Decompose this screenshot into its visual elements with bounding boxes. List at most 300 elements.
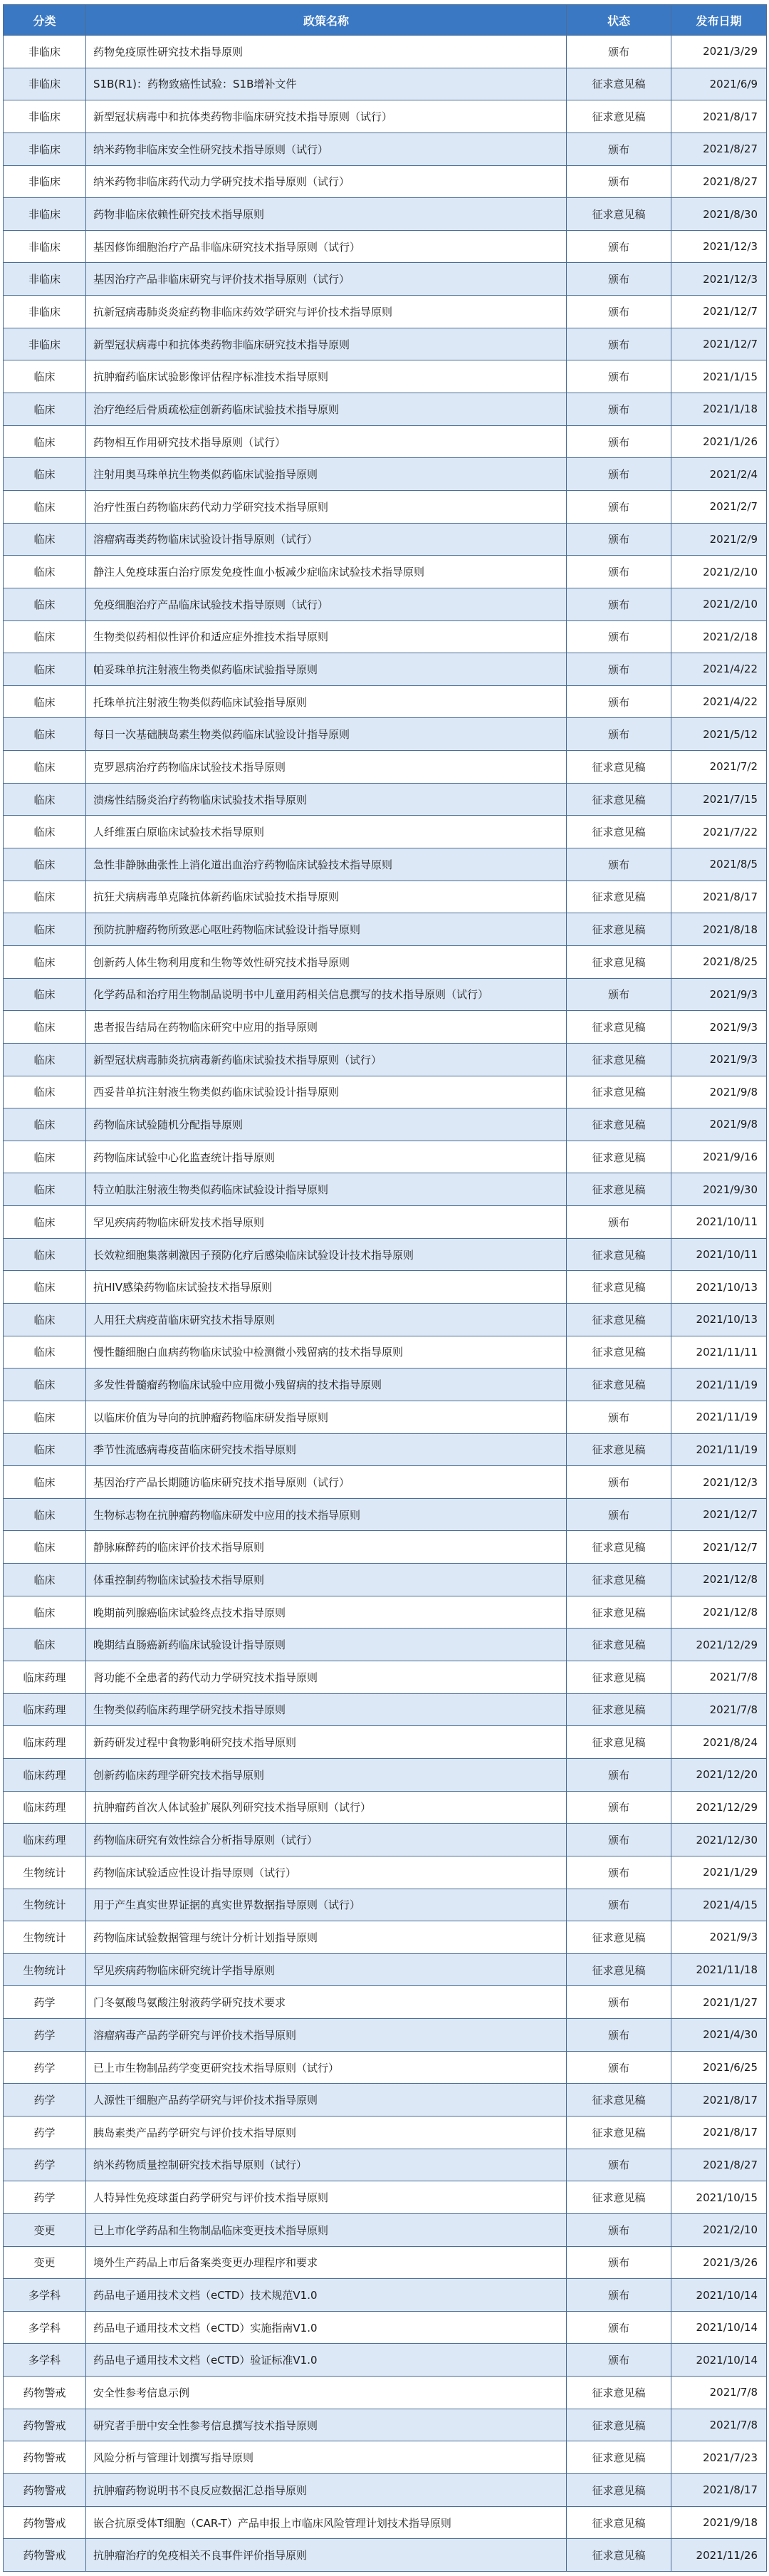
row-date: 2021/7/15 bbox=[671, 783, 767, 816]
row-status: 征求意见稿 bbox=[567, 1173, 671, 1206]
table-row bbox=[4, 360, 767, 393]
row-date: 2021/10/11 bbox=[671, 1206, 767, 1239]
row-status: 颁布 bbox=[567, 1889, 671, 1921]
row-category: 生物统计 bbox=[4, 1921, 86, 1954]
row-category: 临床 bbox=[4, 848, 86, 881]
row-policy-name: 基因治疗产品非临床研究与评价技术指导原则（试行） bbox=[86, 263, 567, 296]
row-category: 多学科 bbox=[4, 2311, 86, 2344]
row-date: 2021/10/11 bbox=[671, 1238, 767, 1271]
row-policy-name: 罕见疾病药物临床研发技术指导原则 bbox=[86, 1206, 567, 1239]
row-date: 2021/9/8 bbox=[671, 1076, 767, 1108]
row-date: 2021/12/30 bbox=[671, 1824, 767, 1856]
row-category: 临床 bbox=[4, 1433, 86, 1466]
row-date: 2021/7/8 bbox=[671, 1693, 767, 1726]
row-category: 非临床 bbox=[4, 165, 86, 198]
row-status: 征求意见稿 bbox=[567, 100, 671, 133]
row-policy-name: 抗肿瘤药临床试验影像评估程序标准技术指导原则 bbox=[86, 360, 567, 393]
row-status: 征求意见稿 bbox=[567, 1011, 671, 1044]
table-row bbox=[4, 653, 767, 686]
row-policy-name: 托珠单抗注射液生物类似药临床试验指导原则 bbox=[86, 685, 567, 718]
table-row bbox=[4, 881, 767, 913]
row-status: 征求意见稿 bbox=[567, 2117, 671, 2149]
row-category: 药物警戒 bbox=[4, 2409, 86, 2441]
table-row bbox=[4, 1433, 767, 1466]
row-status: 征求意见稿 bbox=[567, 1368, 671, 1401]
row-date: 2021/2/18 bbox=[671, 620, 767, 653]
row-category: 临床 bbox=[4, 978, 86, 1011]
row-status: 颁布 bbox=[567, 360, 671, 393]
row-status: 颁布 bbox=[567, 490, 671, 523]
row-policy-name: 基因治疗产品长期随访临床研究技术指导原则（试行） bbox=[86, 1466, 567, 1499]
row-policy-name: 化学药品和治疗用生物制品说明书中儿童用药相关信息撰写的技术指导原则（试行） bbox=[86, 978, 567, 1011]
row-date: 2021/11/11 bbox=[671, 1336, 767, 1368]
row-status: 征求意见稿 bbox=[567, 68, 671, 100]
table-row bbox=[4, 2441, 767, 2474]
row-date: 2021/7/8 bbox=[671, 2377, 767, 2409]
table-row bbox=[4, 68, 767, 100]
table-row bbox=[4, 978, 767, 1011]
table-row bbox=[4, 848, 767, 881]
row-policy-name: 创新药临床药理学研究技术指导原则 bbox=[86, 1758, 567, 1791]
table-row bbox=[4, 263, 767, 296]
table-row bbox=[4, 2311, 767, 2344]
row-status: 颁布 bbox=[567, 1758, 671, 1791]
table-row bbox=[4, 523, 767, 556]
row-policy-name: 新型冠状病毒中和抗体类药物非临床研究技术指导原则（试行） bbox=[86, 100, 567, 133]
row-date: 2021/9/3 bbox=[671, 1043, 767, 1076]
row-date: 2021/4/22 bbox=[671, 653, 767, 686]
row-date: 2021/8/27 bbox=[671, 2149, 767, 2181]
row-category: 临床 bbox=[4, 360, 86, 393]
table-row bbox=[4, 1661, 767, 1694]
row-status: 征求意见稿 bbox=[567, 2506, 671, 2539]
row-status: 征求意见稿 bbox=[567, 751, 671, 784]
row-category: 药学 bbox=[4, 2149, 86, 2181]
row-status: 征求意见稿 bbox=[567, 1693, 671, 1726]
row-date: 2021/7/23 bbox=[671, 2441, 767, 2474]
row-date: 2021/12/7 bbox=[671, 1498, 767, 1531]
row-status: 颁布 bbox=[567, 165, 671, 198]
row-policy-name: 生物标志物在抗肿瘤药物临床研发中应用的技术指导原则 bbox=[86, 1498, 567, 1531]
row-status: 征求意见稿 bbox=[567, 2474, 671, 2507]
row-date: 2021/11/19 bbox=[671, 1433, 767, 1466]
table-row bbox=[4, 1011, 767, 1044]
row-date: 2021/10/14 bbox=[671, 2311, 767, 2344]
row-category: 生物统计 bbox=[4, 1856, 86, 1889]
row-status: 颁布 bbox=[567, 848, 671, 881]
row-category: 多学科 bbox=[4, 2279, 86, 2312]
table-row bbox=[4, 1466, 767, 1499]
row-date: 2021/9/3 bbox=[671, 978, 767, 1011]
row-policy-name: 已上市化学药品和生物制品临床变更技术指导原则 bbox=[86, 2213, 567, 2246]
row-policy-name: 安全性参考信息示例 bbox=[86, 2377, 567, 2409]
row-policy-name: 药品电子通用技术文档（eCTD）实施指南V1.0 bbox=[86, 2311, 567, 2344]
row-status: 征求意见稿 bbox=[567, 1108, 671, 1141]
row-date: 2021/8/25 bbox=[671, 945, 767, 978]
row-policy-name: 人源性干细胞产品药学研究与评价技术指导原则 bbox=[86, 2084, 567, 2117]
row-policy-name: 患者报告结局在药物临床研究中应用的指导原则 bbox=[86, 1011, 567, 1044]
row-policy-name: 纳米药物非临床药代动力学研究技术指导原则（试行） bbox=[86, 165, 567, 198]
table-row bbox=[4, 2117, 767, 2149]
table-row bbox=[4, 1043, 767, 1076]
row-status: 征求意见稿 bbox=[567, 1076, 671, 1108]
table-row bbox=[4, 1368, 767, 1401]
header-row bbox=[4, 5, 767, 36]
row-date: 2021/2/10 bbox=[671, 556, 767, 588]
row-status: 征求意见稿 bbox=[567, 1141, 671, 1173]
table-row bbox=[4, 100, 767, 133]
row-date: 2021/3/29 bbox=[671, 36, 767, 68]
row-status: 颁布 bbox=[567, 2019, 671, 2052]
row-date: 2021/2/4 bbox=[671, 458, 767, 491]
row-category: 多学科 bbox=[4, 2344, 86, 2377]
row-policy-name: 以临床价值为导向的抗肿瘤药物临床研发指导原则 bbox=[86, 1401, 567, 1433]
row-status: 颁布 bbox=[567, 2344, 671, 2377]
row-policy-name: 药品电子通用技术文档（eCTD）技术规范V1.0 bbox=[86, 2279, 567, 2312]
row-date: 2021/9/30 bbox=[671, 1173, 767, 1206]
row-date: 2021/2/9 bbox=[671, 523, 767, 556]
row-category: 临床 bbox=[4, 816, 86, 848]
row-category: 药学 bbox=[4, 2019, 86, 2052]
row-date: 2021/8/18 bbox=[671, 913, 767, 946]
row-date: 2021/1/26 bbox=[671, 425, 767, 458]
row-date: 2021/4/30 bbox=[671, 2019, 767, 2052]
row-policy-name: 药物非临床依赖性研究技术指导原则 bbox=[86, 198, 567, 231]
row-policy-name: 纳米药物质量控制研究技术指导原则（试行） bbox=[86, 2149, 567, 2181]
row-date: 2021/1/27 bbox=[671, 1986, 767, 2019]
row-policy-name: 克罗恩病治疗药物临床试验技术指导原则 bbox=[86, 751, 567, 784]
row-category: 临床 bbox=[4, 1173, 86, 1206]
row-policy-name: 药品电子通用技术文档（eCTD）验证标准V1.0 bbox=[86, 2344, 567, 2377]
row-policy-name: 嵌合抗原受体T细胞（CAR-T）产品申报上市临床风险管理计划技术指导原则 bbox=[86, 2506, 567, 2539]
header-policy-name: 政策名称 bbox=[86, 5, 567, 36]
row-date: 2021/8/30 bbox=[671, 198, 767, 231]
row-category: 临床 bbox=[4, 490, 86, 523]
row-policy-name: 罕见疾病药物临床研究统计学指导原则 bbox=[86, 1953, 567, 1986]
row-status: 征求意见稿 bbox=[567, 1661, 671, 1694]
row-category: 临床 bbox=[4, 1206, 86, 1239]
row-policy-name: 体重控制药物临床试验技术指导原则 bbox=[86, 1564, 567, 1596]
row-category: 临床 bbox=[4, 620, 86, 653]
table-row bbox=[4, 1986, 767, 2019]
row-date: 2021/8/24 bbox=[671, 1726, 767, 1759]
row-category: 临床 bbox=[4, 783, 86, 816]
table-row bbox=[4, 1596, 767, 1629]
table-row bbox=[4, 1141, 767, 1173]
row-category: 生物统计 bbox=[4, 1953, 86, 1986]
row-date: 2021/6/9 bbox=[671, 68, 767, 100]
row-category: 临床 bbox=[4, 1596, 86, 1629]
row-policy-name: 注射用奥马珠单抗生物类似药临床试验指导原则 bbox=[86, 458, 567, 491]
row-policy-name: S1B(R1)：药物致癌性试验：S1B增补文件 bbox=[86, 68, 567, 100]
table-row bbox=[4, 1173, 767, 1206]
table-row bbox=[4, 425, 767, 458]
row-status: 颁布 bbox=[567, 393, 671, 426]
row-policy-name: 研究者手册中安全性参考信息撰写技术指导原则 bbox=[86, 2409, 567, 2441]
row-status: 颁布 bbox=[567, 2311, 671, 2344]
row-status: 颁布 bbox=[567, 230, 671, 263]
row-status: 征求意见稿 bbox=[567, 1336, 671, 1368]
table-row bbox=[4, 1889, 767, 1921]
row-policy-name: 每日一次基础胰岛素生物类似药临床试验设计指导原则 bbox=[86, 718, 567, 751]
table-row bbox=[4, 2246, 767, 2279]
row-date: 2021/9/18 bbox=[671, 2506, 767, 2539]
table-row bbox=[4, 2213, 767, 2246]
row-date: 2021/1/29 bbox=[671, 1856, 767, 1889]
row-date: 2021/7/2 bbox=[671, 751, 767, 784]
row-date: 2021/11/19 bbox=[671, 1401, 767, 1433]
row-category: 临床 bbox=[4, 1368, 86, 1401]
row-policy-name: 境外生产药品上市后备案类变更办理程序和要求 bbox=[86, 2246, 567, 2279]
row-policy-name: 多发性骨髓瘤药物临床试验中应用微小残留病的技术指导原则 bbox=[86, 1368, 567, 1401]
row-date: 2021/9/3 bbox=[671, 1011, 767, 1044]
row-status: 颁布 bbox=[567, 328, 671, 360]
row-category: 临床 bbox=[4, 523, 86, 556]
row-policy-name: 风险分析与管理计划撰写指导原则 bbox=[86, 2441, 567, 2474]
row-policy-name: 长效粒细胞集落刺激因子预防化疗后感染临床试验设计技术指导原则 bbox=[86, 1238, 567, 1271]
row-status: 征求意见稿 bbox=[567, 881, 671, 913]
table-row bbox=[4, 490, 767, 523]
row-date: 2021/1/15 bbox=[671, 360, 767, 393]
row-category: 临床 bbox=[4, 1238, 86, 1271]
row-category: 临床 bbox=[4, 1271, 86, 1304]
table-row bbox=[4, 2377, 767, 2409]
row-category: 生物统计 bbox=[4, 1889, 86, 1921]
row-policy-name: 溃疡性结肠炎治疗药物临床试验技术指导原则 bbox=[86, 783, 567, 816]
row-status: 征求意见稿 bbox=[567, 1921, 671, 1954]
row-category: 临床 bbox=[4, 588, 86, 620]
table-row bbox=[4, 588, 767, 620]
table-row bbox=[4, 2279, 767, 2312]
row-date: 2021/11/18 bbox=[671, 1953, 767, 1986]
row-category: 药学 bbox=[4, 2181, 86, 2214]
row-date: 2021/4/22 bbox=[671, 685, 767, 718]
row-status: 颁布 bbox=[567, 1824, 671, 1856]
row-category: 临床 bbox=[4, 1401, 86, 1433]
table-row bbox=[4, 1076, 767, 1108]
row-status: 颁布 bbox=[567, 2246, 671, 2279]
row-policy-name: 用于产生真实世界证据的真实世界数据指导原则（试行） bbox=[86, 1889, 567, 1921]
row-category: 药学 bbox=[4, 2117, 86, 2149]
row-status: 颁布 bbox=[567, 523, 671, 556]
row-policy-name: 晚期结直肠癌新药临床试验设计指导原则 bbox=[86, 1629, 567, 1661]
row-policy-name: 静脉麻醉药的临床评价技术指导原则 bbox=[86, 1531, 567, 1564]
row-category: 临床 bbox=[4, 425, 86, 458]
table-row bbox=[4, 296, 767, 328]
row-policy-name: 新型冠状病毒中和抗体类药物非临床研究技术指导原则 bbox=[86, 328, 567, 360]
row-category: 变更 bbox=[4, 2213, 86, 2246]
row-policy-name: 已上市生物制品药学变更研究技术指导原则（试行） bbox=[86, 2051, 567, 2084]
row-status: 颁布 bbox=[567, 718, 671, 751]
row-category: 非临床 bbox=[4, 263, 86, 296]
table-row bbox=[4, 1271, 767, 1304]
row-category: 临床 bbox=[4, 718, 86, 751]
row-category: 临床 bbox=[4, 1498, 86, 1531]
row-category: 临床药理 bbox=[4, 1824, 86, 1856]
row-status: 颁布 bbox=[567, 1498, 671, 1531]
table-row bbox=[4, 1238, 767, 1271]
row-status: 颁布 bbox=[567, 133, 671, 165]
row-policy-name: 肾功能不全患者的药代动力学研究技术指导原则 bbox=[86, 1661, 567, 1694]
row-category: 临床药理 bbox=[4, 1726, 86, 1759]
row-status: 征求意见稿 bbox=[567, 1726, 671, 1759]
table-row bbox=[4, 2539, 767, 2572]
row-policy-name: 预防抗肿瘤药物所致恶心呕吐药物临床试验设计指导原则 bbox=[86, 913, 567, 946]
table-row bbox=[4, 1531, 767, 1564]
row-policy-name: 药物免疫原性研究技术指导原则 bbox=[86, 36, 567, 68]
row-policy-name: 抗狂犬病病毒单克隆抗体新药临床试验技术指导原则 bbox=[86, 881, 567, 913]
row-category: 临床 bbox=[4, 1076, 86, 1108]
row-policy-name: 生物类似药相似性评价和适应症外推技术指导原则 bbox=[86, 620, 567, 653]
row-category: 临床 bbox=[4, 653, 86, 686]
row-status: 征求意见稿 bbox=[567, 1953, 671, 1986]
row-date: 2021/8/27 bbox=[671, 133, 767, 165]
table-row bbox=[4, 1726, 767, 1759]
table-row bbox=[4, 1498, 767, 1531]
row-policy-name: 季节性流感病毒疫苗临床研究技术指导原则 bbox=[86, 1433, 567, 1466]
row-category: 药物警戒 bbox=[4, 2441, 86, 2474]
row-status: 征求意见稿 bbox=[567, 2181, 671, 2214]
table-row bbox=[4, 2344, 767, 2377]
row-date: 2021/12/7 bbox=[671, 1531, 767, 1564]
row-status: 颁布 bbox=[567, 1206, 671, 1239]
row-category: 非临床 bbox=[4, 328, 86, 360]
row-policy-name: 新型冠状病毒肺炎抗病毒新药临床试验技术指导原则（试行） bbox=[86, 1043, 567, 1076]
row-date: 2021/12/20 bbox=[671, 1758, 767, 1791]
row-date: 2021/8/5 bbox=[671, 848, 767, 881]
row-status: 征求意见稿 bbox=[567, 1596, 671, 1629]
table-row bbox=[4, 2506, 767, 2539]
row-status: 颁布 bbox=[567, 1986, 671, 2019]
row-category: 药学 bbox=[4, 2051, 86, 2084]
row-policy-name: 抗肿瘤药物说明书不良反应数据汇总指导原则 bbox=[86, 2474, 567, 2507]
row-date: 2021/11/26 bbox=[671, 2539, 767, 2572]
row-category: 临床药理 bbox=[4, 1661, 86, 1694]
row-date: 2021/6/25 bbox=[671, 2051, 767, 2084]
row-category: 药学 bbox=[4, 2084, 86, 2117]
row-policy-name: 晚期前列腺癌临床试验终点技术指导原则 bbox=[86, 1596, 567, 1629]
row-policy-name: 静注人免疫球蛋白治疗原发免疫性血小板减少症临床试验技术指导原则 bbox=[86, 556, 567, 588]
row-category: 临床 bbox=[4, 1303, 86, 1336]
row-policy-name: 西妥昔单抗注射液生物类似药临床试验设计指导原则 bbox=[86, 1076, 567, 1108]
table-row bbox=[4, 2084, 767, 2117]
row-date: 2021/11/19 bbox=[671, 1368, 767, 1401]
row-policy-name: 创新药人体生物利用度和生物等效性研究技术指导原则 bbox=[86, 945, 567, 978]
row-date: 2021/2/10 bbox=[671, 588, 767, 620]
table-row bbox=[4, 913, 767, 946]
row-status: 征求意见稿 bbox=[567, 945, 671, 978]
table-row bbox=[4, 1564, 767, 1596]
table-row bbox=[4, 458, 767, 491]
row-status: 征求意见稿 bbox=[567, 1564, 671, 1596]
table-row bbox=[4, 751, 767, 784]
row-category: 药学 bbox=[4, 1986, 86, 2019]
row-policy-name: 药物临床试验数据管理与统计分析计划指导原则 bbox=[86, 1921, 567, 1954]
row-date: 2021/12/3 bbox=[671, 230, 767, 263]
row-category: 药物警戒 bbox=[4, 2506, 86, 2539]
row-status: 颁布 bbox=[567, 263, 671, 296]
row-date: 2021/7/22 bbox=[671, 816, 767, 848]
row-category: 药物警戒 bbox=[4, 2377, 86, 2409]
row-status: 颁布 bbox=[567, 588, 671, 620]
table-row bbox=[4, 1629, 767, 1661]
row-date: 2021/8/17 bbox=[671, 881, 767, 913]
row-policy-name: 治疗性蛋白药物临床药代动力学研究技术指导原则 bbox=[86, 490, 567, 523]
table-row bbox=[4, 620, 767, 653]
row-category: 药物警戒 bbox=[4, 2539, 86, 2572]
row-date: 2021/2/10 bbox=[671, 2213, 767, 2246]
row-policy-name: 治疗绝经后骨质疏松症创新药临床试验技术指导原则 bbox=[86, 393, 567, 426]
row-category: 临床 bbox=[4, 458, 86, 491]
row-date: 2021/3/26 bbox=[671, 2246, 767, 2279]
row-category: 非临床 bbox=[4, 133, 86, 165]
policy-table bbox=[3, 4, 767, 2572]
table-row bbox=[4, 685, 767, 718]
row-policy-name: 特立帕肽注射液生物类似药临床试验设计指导原则 bbox=[86, 1173, 567, 1206]
row-status: 征求意见稿 bbox=[567, 913, 671, 946]
row-date: 2021/8/27 bbox=[671, 165, 767, 198]
row-category: 临床 bbox=[4, 881, 86, 913]
row-status: 颁布 bbox=[567, 36, 671, 68]
row-status: 征求意见稿 bbox=[567, 2539, 671, 2572]
row-category: 临床 bbox=[4, 1531, 86, 1564]
row-policy-name: 胰岛素类产品药学研究与评价技术指导原则 bbox=[86, 2117, 567, 2149]
row-status: 颁布 bbox=[567, 2149, 671, 2181]
row-status: 征求意见稿 bbox=[567, 2377, 671, 2409]
table-row bbox=[4, 165, 767, 198]
table-row bbox=[4, 816, 767, 848]
row-category: 非临床 bbox=[4, 296, 86, 328]
row-date: 2021/8/17 bbox=[671, 2084, 767, 2117]
row-policy-name: 急性非静脉曲张性上消化道出血治疗药物临床试验技术指导原则 bbox=[86, 848, 567, 881]
row-policy-name: 溶瘤病毒类药物临床试验设计指导原则（试行） bbox=[86, 523, 567, 556]
row-policy-name: 药物临床研究有效性综合分析指导原则（试行） bbox=[86, 1824, 567, 1856]
table-row bbox=[4, 945, 767, 978]
row-status: 征求意见稿 bbox=[567, 783, 671, 816]
table-row bbox=[4, 1758, 767, 1791]
row-policy-name: 抗新冠病毒肺炎炎症药物非临床药效学研究与评价技术指导原则 bbox=[86, 296, 567, 328]
row-category: 临床药理 bbox=[4, 1791, 86, 1824]
row-category: 药物警戒 bbox=[4, 2474, 86, 2507]
row-date: 2021/9/16 bbox=[671, 1141, 767, 1173]
row-date: 2021/12/29 bbox=[671, 1629, 767, 1661]
row-status: 颁布 bbox=[567, 2213, 671, 2246]
row-category: 临床药理 bbox=[4, 1693, 86, 1726]
table-row bbox=[4, 36, 767, 68]
row-date: 2021/8/17 bbox=[671, 2117, 767, 2149]
row-status: 颁布 bbox=[567, 1401, 671, 1433]
table-row bbox=[4, 783, 767, 816]
table-row bbox=[4, 2019, 767, 2052]
row-policy-name: 免疫细胞治疗产品临床试验技术指导原则（试行） bbox=[86, 588, 567, 620]
row-category: 临床 bbox=[4, 393, 86, 426]
row-category: 非临床 bbox=[4, 68, 86, 100]
table-row bbox=[4, 1953, 767, 1986]
row-date: 2021/10/13 bbox=[671, 1303, 767, 1336]
header-category: 分类 bbox=[4, 5, 86, 36]
table-row bbox=[4, 2409, 767, 2441]
table-row bbox=[4, 1791, 767, 1824]
table-row bbox=[4, 2474, 767, 2507]
row-status: 征求意见稿 bbox=[567, 1271, 671, 1304]
row-category: 临床 bbox=[4, 1336, 86, 1368]
row-policy-name: 抗HIV感染药物临床试验技术指导原则 bbox=[86, 1271, 567, 1304]
row-status: 颁布 bbox=[567, 425, 671, 458]
table-row bbox=[4, 1108, 767, 1141]
row-status: 征求意见稿 bbox=[567, 2409, 671, 2441]
row-status: 征求意见稿 bbox=[567, 1238, 671, 1271]
table-row bbox=[4, 1303, 767, 1336]
